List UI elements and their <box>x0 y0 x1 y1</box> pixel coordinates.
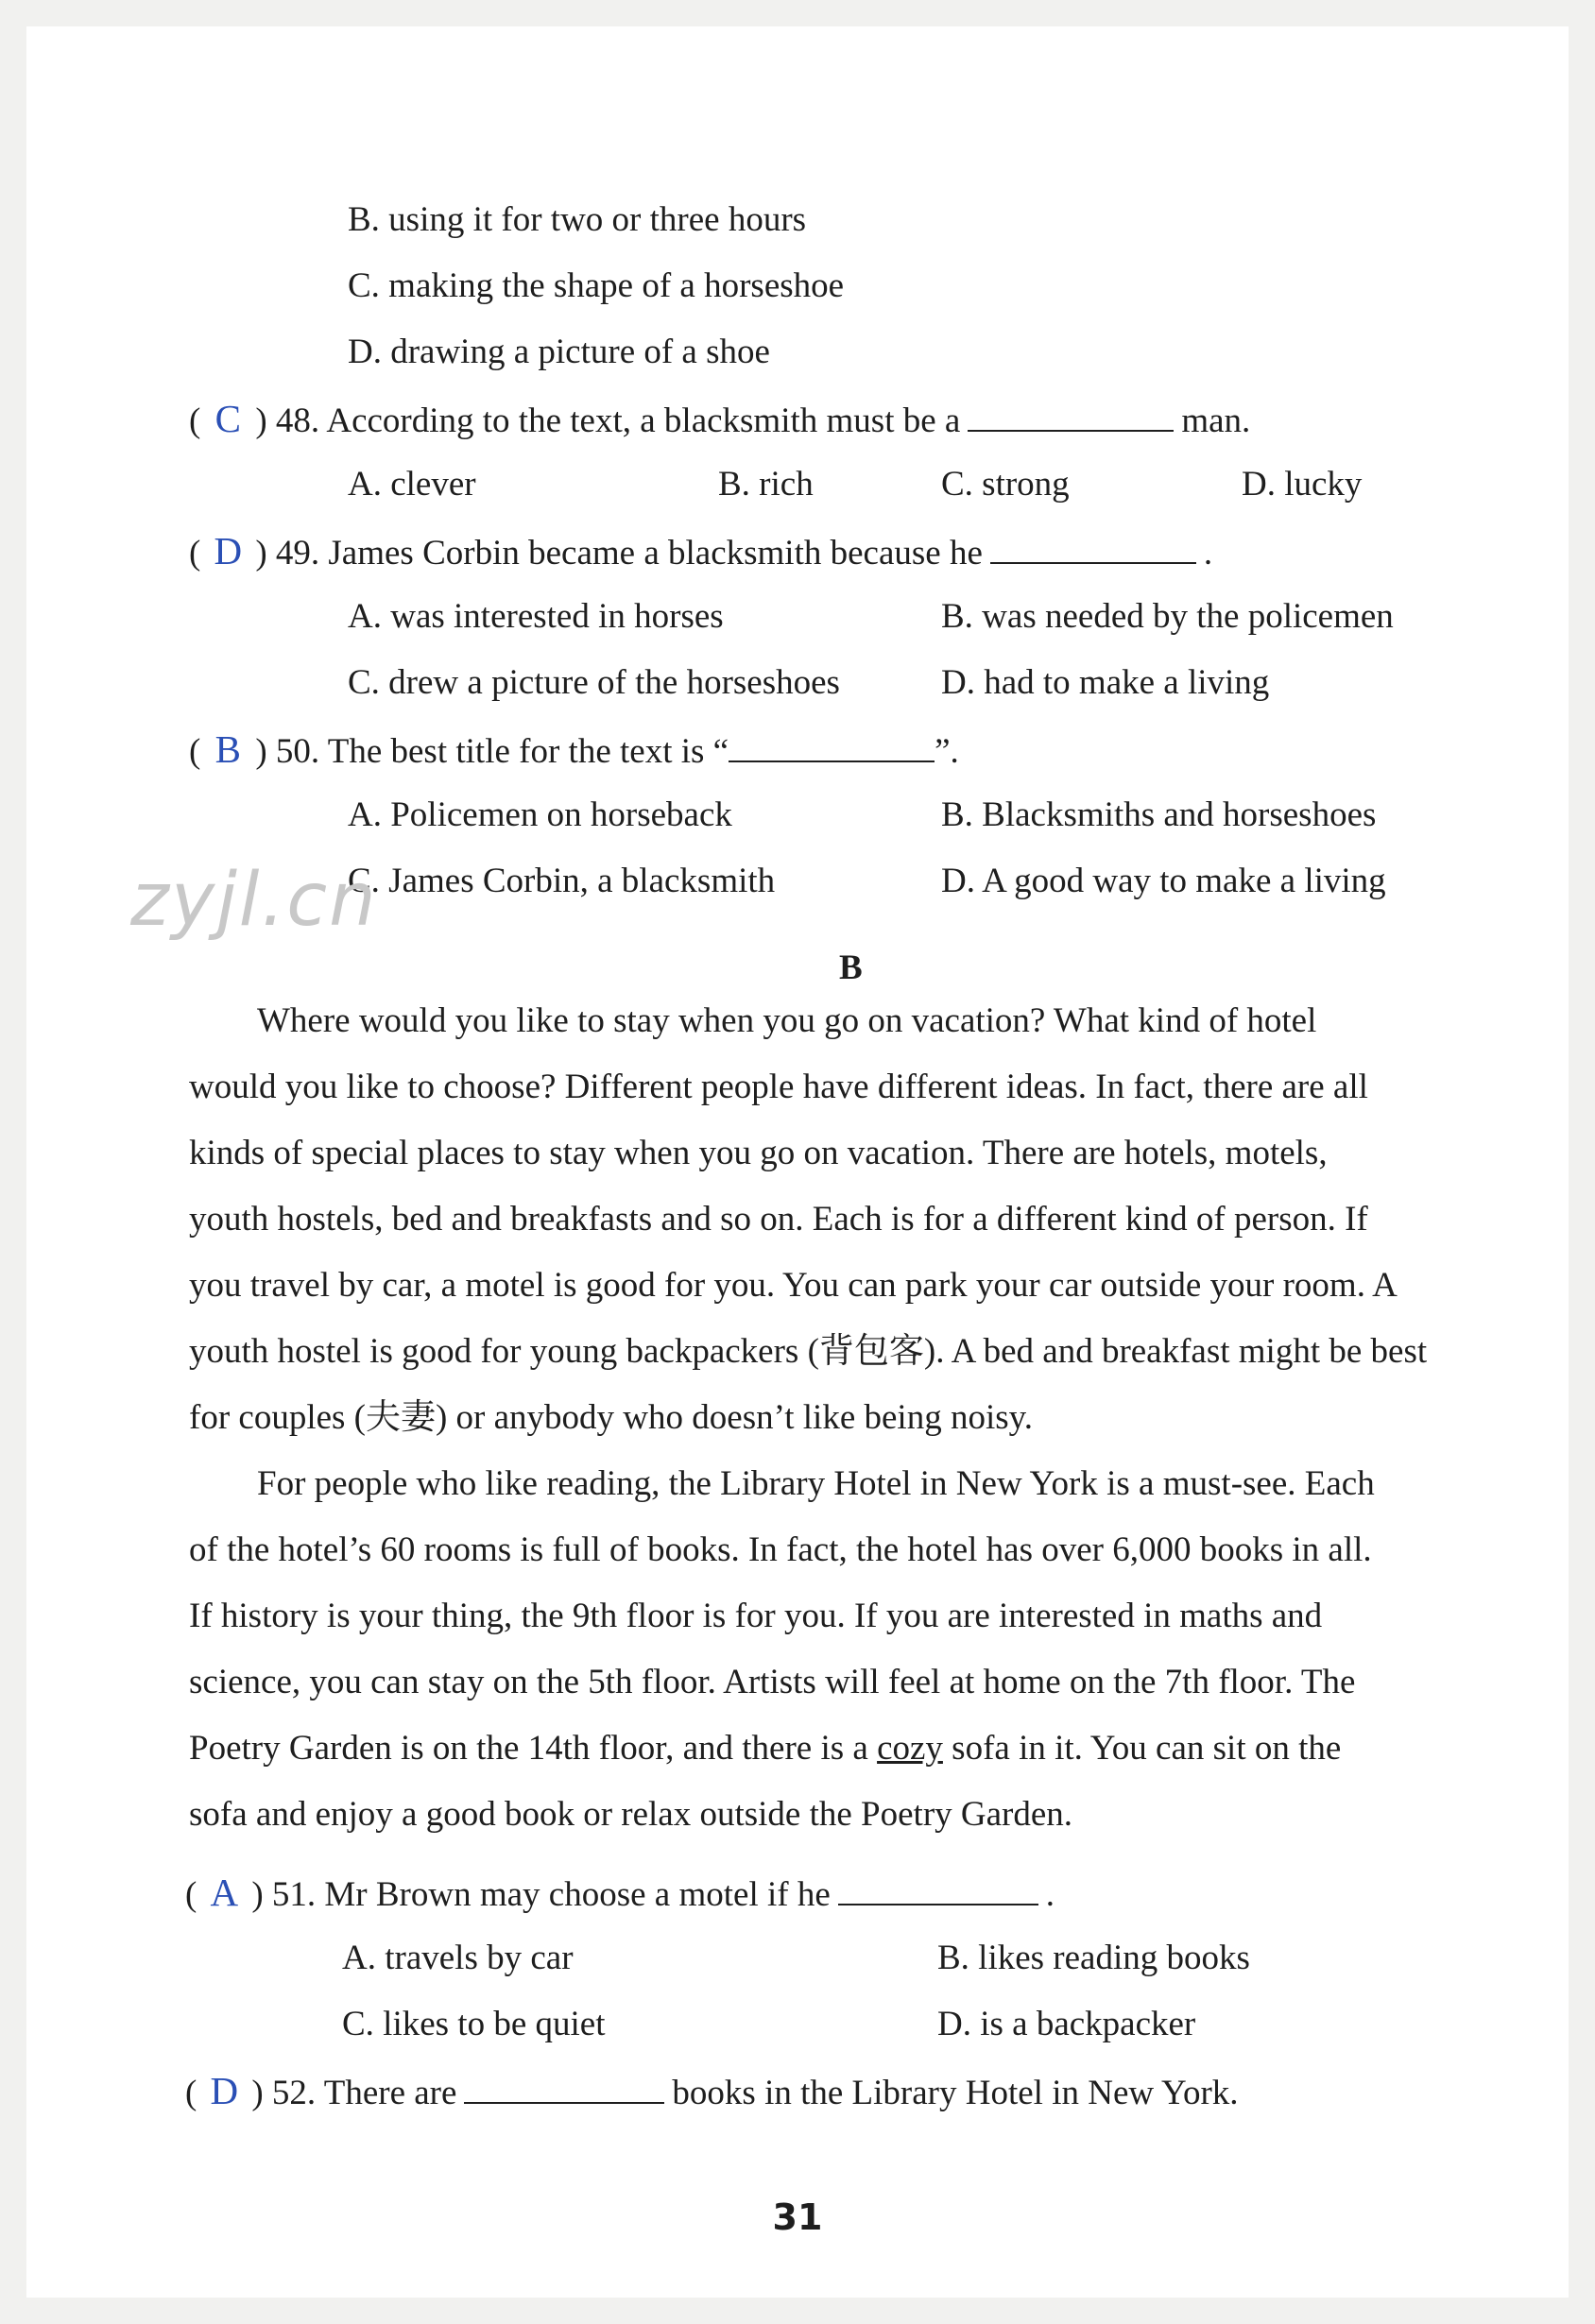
question-51: ( A ) 51. Mr Brown may choose a motel if he . <box>185 1866 1055 1919</box>
q49-option-d: D. had to make a living <box>941 663 1270 702</box>
q52-answer: D <box>210 2069 239 2112</box>
document-page <box>26 26 1569 2298</box>
passage-line: For people who like reading, the Library Hotel in New York is a must-see. Each <box>257 1464 1375 1503</box>
passage-line: science, you can stay on the 5th floor. Artists will feel at home on the 7th floor. The <box>189 1663 1356 1701</box>
watermark-logo: zyjl.cn <box>130 858 378 943</box>
passage-paragraph-1 <box>189 988 1474 1451</box>
q48-answer: C <box>214 397 241 440</box>
q50-option-d: D. A good way to make a living <box>941 862 1386 900</box>
q50-answer: B <box>214 727 241 771</box>
passage-line: youth hostel is good for young backpackers (背包客). A bed and breakfast might be best <box>189 1332 1428 1371</box>
passage-line: sofa and enjoy a good book or relax outside the Poetry Garden. <box>189 1795 1073 1834</box>
passage-line: Where would you like to stay when you go on vacation? What kind of hotel <box>257 1001 1317 1040</box>
q51-blank <box>838 1871 1038 1905</box>
q51-option-d: D. is a backpacker <box>937 2005 1196 2043</box>
q49-option-c: C. drew a picture of the horseshoes <box>348 663 840 702</box>
passage-line: of the hotel’s 60 rooms is full of books. In fact, the hotel has over 6,000 books in all. <box>189 1530 1372 1569</box>
passage-line-cozy: Poetry Garden is on the 14th floor, and there is a cozy sofa in it. You can sit on the <box>189 1729 1342 1768</box>
q50-option-b: B. Blacksmiths and horseshoes <box>941 795 1377 834</box>
q52-blank <box>464 2070 664 2104</box>
section-b-title: B <box>839 948 863 987</box>
q49-answer: D <box>214 529 243 572</box>
q51-option-b: B. likes reading books <box>937 1939 1250 1977</box>
q51-answer: A <box>210 1871 239 1914</box>
passage-line: youth hostels, bed and breakfasts and so on. Each is for a different kind of person. If <box>189 1200 1368 1239</box>
passage-line: for couples (夫妻) or anybody who doesn’t like being noisy. <box>189 1398 1033 1437</box>
passage-paragraph-2 <box>189 1451 1474 1848</box>
passage-line: you travel by car, a motel is good for you. You can park your car outside your room. A <box>189 1266 1398 1305</box>
q49-option-b: B. was needed by the policemen <box>941 597 1394 636</box>
q47-option-c: C. making the shape of a horseshoe <box>348 266 845 305</box>
q50-option-c: C. James Corbin, a blacksmith <box>348 862 776 900</box>
passage-line: If history is your thing, the 9th floor is for you. If you are interested in maths and <box>189 1597 1323 1635</box>
q47-option-d: D. drawing a picture of a shoe <box>348 333 770 371</box>
passage-line: would you like to choose? Different people have different ideas. In fact, there are all <box>189 1068 1368 1106</box>
q51-option-c: C. likes to be quiet <box>342 2005 606 2043</box>
q48-blank <box>968 398 1174 432</box>
page-number: 31 <box>772 2196 823 2238</box>
q50-blank <box>729 728 935 762</box>
q49-blank <box>990 530 1196 564</box>
q48-option-d: D. lucky <box>1242 465 1363 504</box>
question-52: ( D ) 52. There are books in the Library Hotel in New York. <box>185 2064 1239 2117</box>
q51-option-a: A. travels by car <box>342 1939 574 1977</box>
passage-line: kinds of special places to stay when you go on vacation. There are hotels, motels, <box>189 1134 1328 1172</box>
question-50: ( B ) 50. The best title for the text is “ ”. <box>189 723 959 776</box>
q47-option-b: B. using it for two or three hours <box>348 200 807 239</box>
q49-option-a: A. was interested in horses <box>348 597 724 636</box>
q50-option-a: A. Policemen on horseback <box>348 795 732 834</box>
q48-option-a: A. clever <box>348 465 476 504</box>
question-48: ( C ) 48. According to the text, a blacksmith must be a man. <box>189 392 1250 445</box>
underlined-word: cozy <box>877 1729 943 1768</box>
question-49: ( D ) 49. James Corbin became a blacksmith because he . <box>189 524 1212 577</box>
q48-option-c: C. strong <box>941 465 1070 504</box>
q48-option-b: B. rich <box>718 465 814 504</box>
